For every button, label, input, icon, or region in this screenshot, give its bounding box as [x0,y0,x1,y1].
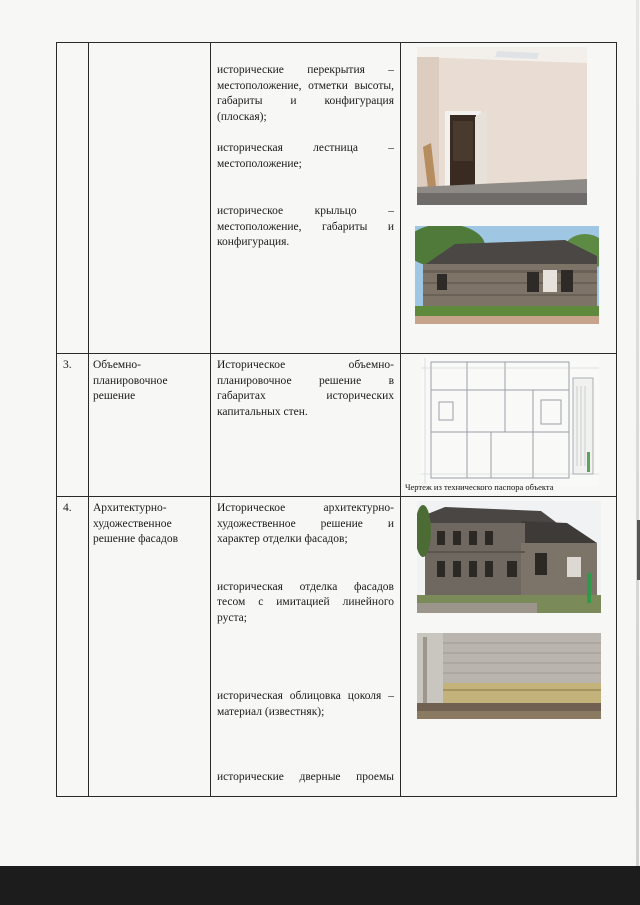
item-porch: историческое крыльцо – местоположение, габариты и конфигурация. [217,205,394,248]
plinth-photo [417,633,601,719]
row-photo-cell [401,43,617,354]
table-row-4 [57,497,617,797]
row-description-cell [211,43,401,354]
protected-features-table [56,42,617,797]
item-ceilings: исторические перекрытия – местоположение, отметки высоты, габариты и конфигурация (плоская); [217,64,394,123]
floor-plan-drawing [421,356,599,486]
wooden-house-photo [415,226,599,324]
floor-plan-caption: Чертеж из технического паспора объекта [405,482,554,492]
scanner-bottom-band [0,866,640,905]
item-door-openings: исторические дверные проемы [217,771,394,783]
row-name-cell [89,43,211,354]
table-row-3 [57,354,617,497]
item-volume-planning: Историческое объемно-планировочное решение в габаритах исторических капитальных стен. [217,359,394,418]
row-number-cell: 3. [57,354,89,497]
row-name-cell: Объемно-планировочное решение [89,354,211,497]
item-facade-solution: Историческое архитектурно-художественное решение и характер отделки фасадов; [217,502,394,545]
row-photo-cell [401,497,617,797]
row-description-cell [211,497,401,797]
item-facade-finish: историческая отделка фасадов тесом с имитацией линейного руста; [217,580,394,624]
item-staircase: историческая лестница – местоположение; [217,142,394,170]
row-number-cell: 4. [57,497,89,797]
table-row-continuation [57,43,617,354]
row-photo-cell [401,354,617,497]
row-description-cell [211,354,401,497]
row-name-cell: Архитектурно-художественное решение фасадов [89,497,211,797]
item-plinth-cladding: историческая облицовка цоколя – материал (известняк); [217,690,394,718]
facade-photo [417,501,601,613]
interior-room-photo [417,47,587,205]
row-number-cell [57,43,89,354]
scan-edge [636,0,639,866]
